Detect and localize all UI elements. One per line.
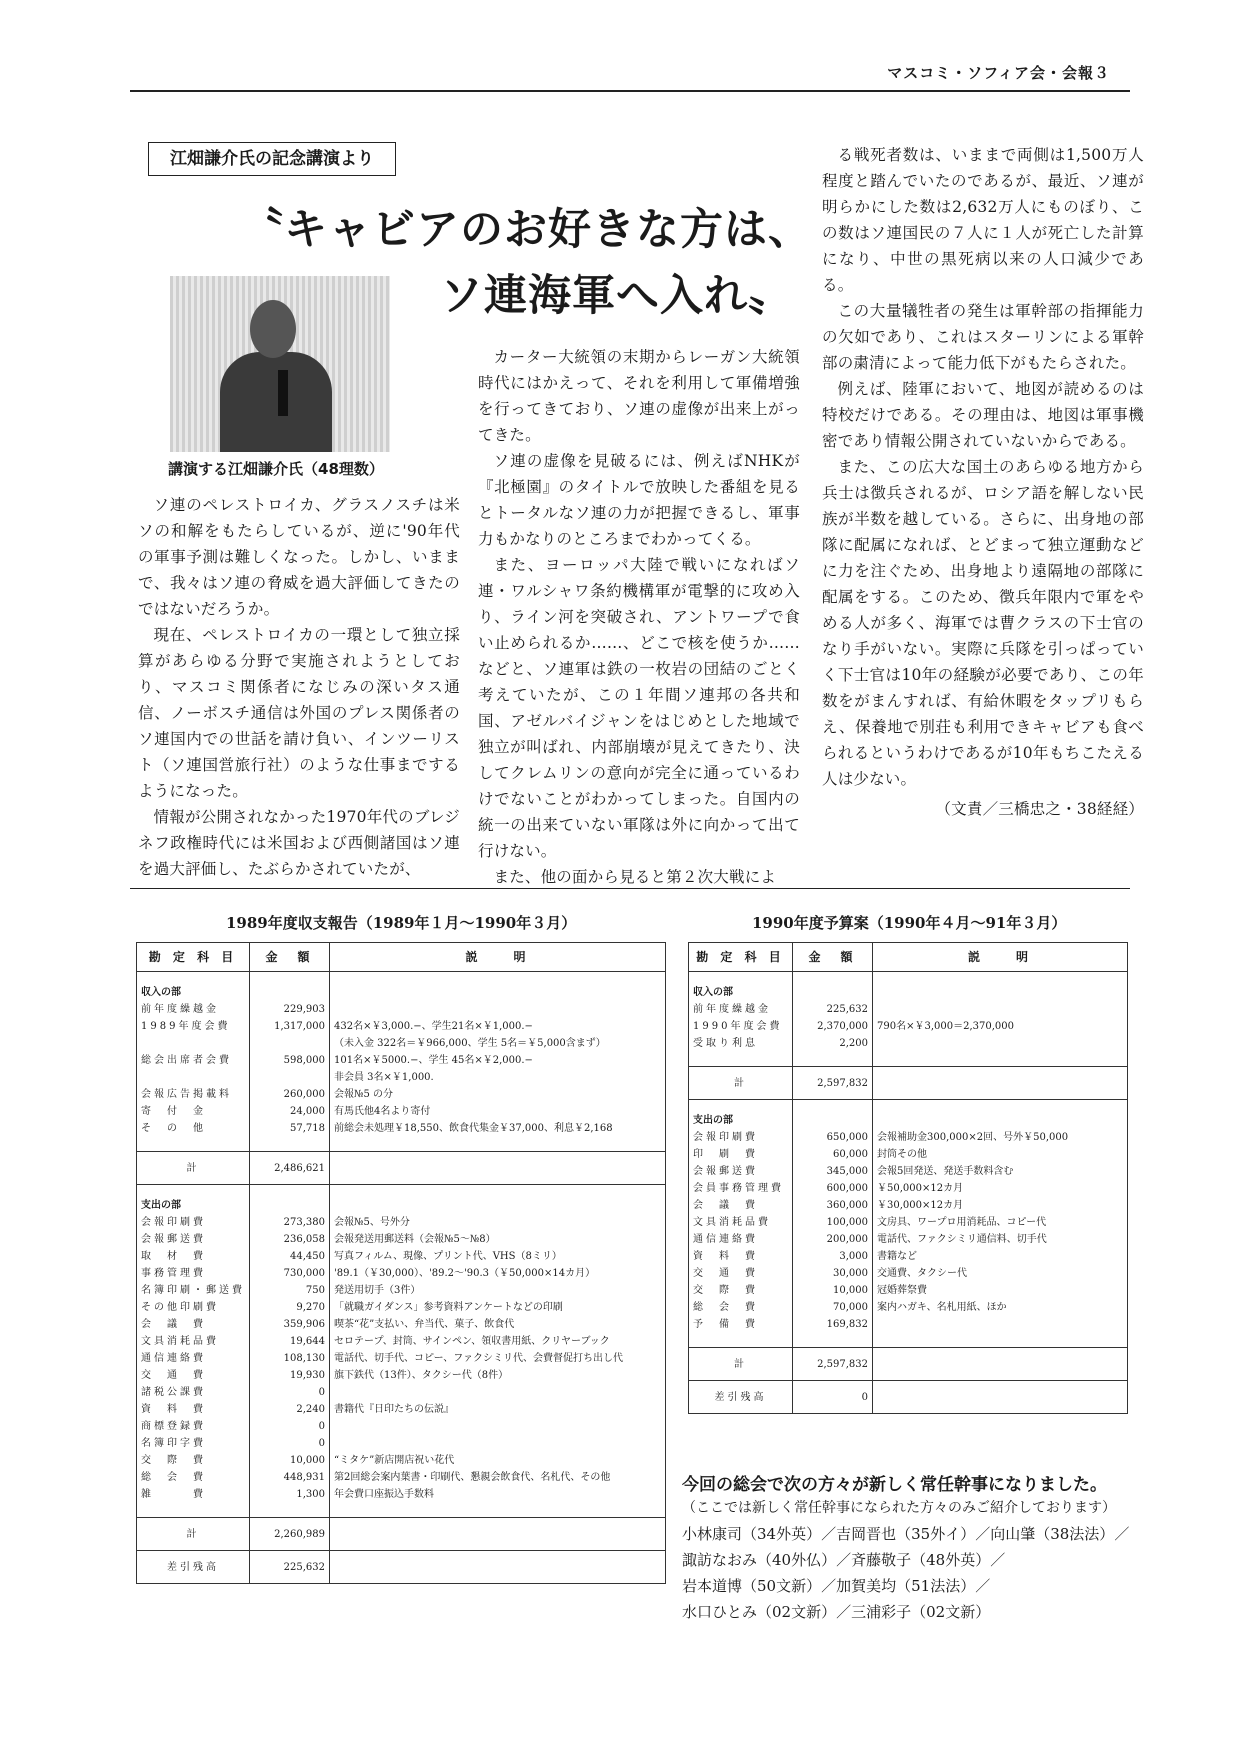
name-separator: ／ (836, 1603, 852, 1621)
account-name: 会報印刷費 (689, 1129, 793, 1146)
section-label-row (689, 1100, 1128, 1130)
table-row (137, 1333, 666, 1350)
amount: 60,000 (793, 1146, 873, 1163)
table-row (689, 1018, 1128, 1035)
name-separator: ／ (975, 1577, 991, 1595)
amount: 169,832 (793, 1316, 873, 1333)
description: 旗下鉄代（13件）、タクシー代（8件） (330, 1367, 666, 1384)
table-cell-empty (330, 1137, 666, 1152)
report-1989-title: 1989年度収支報告（1989年１月〜1990年３月） (226, 914, 577, 932)
table-row (137, 1231, 666, 1248)
account-name: 前年度繰越金 (137, 1001, 250, 1018)
table-cell-empty (137, 1503, 250, 1518)
table-header-description: 説 明 (330, 943, 666, 972)
account-name: 事務管理費 (137, 1265, 250, 1282)
table-row (137, 1401, 666, 1418)
description: 会報発送用郵送料（会報№5〜№8） (330, 1231, 666, 1248)
table-row (137, 1299, 666, 1316)
table-row (689, 1180, 1128, 1197)
table-header-account: 勘 定 科 目 (137, 943, 250, 972)
description (330, 1418, 666, 1435)
table-row (137, 1350, 666, 1367)
section-label: 収入の部 (689, 972, 793, 1002)
amount: 44,450 (250, 1248, 330, 1265)
amount: 10,000 (793, 1282, 873, 1299)
table-row (137, 1120, 666, 1137)
table-row (689, 1316, 1128, 1333)
name-separator: ／ (1114, 1525, 1130, 1543)
expense-total-label: 計 (137, 1518, 250, 1551)
account-name: 会報郵送費 (689, 1163, 793, 1180)
amount: 2,200 (793, 1035, 873, 1052)
table-cell-empty (330, 1185, 666, 1215)
table-row (689, 1197, 1128, 1214)
amount: 70,000 (793, 1299, 873, 1316)
description: ￥50,000×12カ月 (873, 1180, 1128, 1197)
table-row (137, 1469, 666, 1486)
expense-total-amount: 2,260,989 (250, 1518, 330, 1551)
table-row (137, 1069, 666, 1086)
description: 文房具、ワープロ用消耗品、コピー代 (873, 1214, 1128, 1231)
account-name: 1990年度会費 (689, 1018, 793, 1035)
description: 封筒その他 (873, 1146, 1128, 1163)
table-header-amount: 金 額 (793, 943, 873, 972)
table-row (137, 1486, 666, 1503)
amount: 108,130 (250, 1350, 330, 1367)
description (873, 1035, 1128, 1052)
amount (250, 1035, 330, 1052)
page-header (130, 58, 1130, 92)
income-total-amount: 2,486,621 (250, 1152, 330, 1185)
description: 非会員 3名×￥1,000. (330, 1069, 666, 1086)
table-header-row (689, 943, 1128, 972)
amount: 360,000 (793, 1197, 873, 1214)
table-spacer-row (689, 1052, 1128, 1067)
amount (250, 1069, 330, 1086)
notice-title: 今回の総会で次の方々が新しく常任幹事になりました。 (682, 1475, 1107, 1495)
table-row (137, 1103, 666, 1120)
table-header-account: 勘 定 科 目 (689, 943, 793, 972)
description: 会報補助金300,000×2回、号外￥50,000 (873, 1129, 1128, 1146)
table-cell-empty (330, 1518, 666, 1551)
table-row (137, 1018, 666, 1035)
description: 書籍代『日印たちの伝説』 (330, 1401, 666, 1418)
account-name: 商標登録費 (137, 1418, 250, 1435)
amount: 19,644 (250, 1333, 330, 1350)
description: ￥30,000×12カ月 (873, 1197, 1128, 1214)
description: 電話代、ファクシミリ通信料、切手代 (873, 1231, 1128, 1248)
table-row (137, 1001, 666, 1018)
account-name: 会報広告掲載料 (137, 1086, 250, 1103)
table-cell-empty (330, 1152, 666, 1185)
table-row (137, 1248, 666, 1265)
account-name (137, 1035, 250, 1052)
table-cell-empty (873, 1067, 1128, 1100)
secretary-name: 三浦彩子（02文新） (851, 1603, 991, 1621)
table-cell-empty (689, 1052, 793, 1067)
table-cell-empty (330, 1503, 666, 1518)
section-divider (130, 888, 1130, 889)
amount: 730,000 (250, 1265, 330, 1282)
account-name: 1989年度会費 (137, 1018, 250, 1035)
account-name: 文具消耗品費 (689, 1214, 793, 1231)
income-total-label: 計 (137, 1152, 250, 1185)
description: 790名×￥3,000＝2,370,000 (873, 1018, 1128, 1035)
article-column-3 (822, 142, 1144, 822)
account-name: 資 料 費 (137, 1401, 250, 1418)
description: 有馬氏他4名より寄付 (330, 1103, 666, 1120)
account-name: 交 通 費 (689, 1265, 793, 1282)
secretary-name: 小林康司（34外英） (682, 1525, 822, 1543)
table-cell-empty (873, 1100, 1128, 1130)
amount: 200,000 (793, 1231, 873, 1248)
table-row (137, 1452, 666, 1469)
balance-label: 差引残高 (137, 1551, 250, 1584)
account-name: 会報郵送費 (137, 1231, 250, 1248)
section-label: 支出の部 (689, 1100, 793, 1130)
article-kicker: 江畑謙介氏の記念講演より (148, 142, 396, 176)
amount: 1,317,000 (250, 1018, 330, 1035)
account-name: 会報印刷費 (137, 1214, 250, 1231)
section-label: 収入の部 (137, 972, 250, 1002)
table-row (689, 1146, 1128, 1163)
expense-total-row (137, 1518, 666, 1551)
description (330, 1001, 666, 1018)
account-name: 印 刷 費 (689, 1146, 793, 1163)
expense-total-amount: 2,597,832 (793, 1348, 873, 1381)
amount: 0 (250, 1418, 330, 1435)
table-cell-empty (689, 1333, 793, 1348)
name-separator: ／ (836, 1551, 852, 1569)
amount: 650,000 (793, 1129, 873, 1146)
name-separator: ／ (821, 1577, 837, 1595)
amount: 229,903 (250, 1001, 330, 1018)
description: （未入金 322名＝￥966,000、学生 5名＝￥5,000含まず） (330, 1035, 666, 1052)
secretary-name: 吉岡晋也（35外イ） (836, 1525, 976, 1543)
table-header-description: 説 明 (873, 943, 1128, 972)
amount: 448,931 (250, 1469, 330, 1486)
budget-1990-title: 1990年度予算案（1990年４月〜91年３月） (752, 914, 1067, 932)
table-row (137, 1316, 666, 1333)
table-cell-empty (330, 972, 666, 1002)
description: 会報№5 の分 (330, 1086, 666, 1103)
account-name: 会 議 費 (689, 1197, 793, 1214)
table-cell-empty (793, 1100, 873, 1130)
table-cell-empty (250, 1185, 330, 1215)
description: 101名×￥5000.−、学生 45名×￥2,000.− (330, 1052, 666, 1069)
account-name: 取 材 費 (137, 1248, 250, 1265)
secretary-name: 諏訪なおみ（40外仏） (682, 1551, 837, 1569)
section-label-row (137, 1185, 666, 1215)
account-name: そ の 他 (137, 1120, 250, 1137)
amount: 57,718 (250, 1120, 330, 1137)
income-total-amount: 2,597,832 (793, 1067, 873, 1100)
description: 年会費口座振込手数料 (330, 1486, 666, 1503)
table-row (689, 1265, 1128, 1282)
table-row (689, 1129, 1128, 1146)
article-paragraph: 例えば、陸軍において、地図が読めるのは特校だけである。その理由は、地図は軍事機密であり情報公開されていないからである。 (822, 380, 1144, 450)
description (330, 1384, 666, 1401)
account-name: 交 通 費 (137, 1367, 250, 1384)
description: 冠婚葬祭費 (873, 1282, 1128, 1299)
table-row (137, 1418, 666, 1435)
section-label-row (137, 972, 666, 1002)
article-paragraph: 現在、ペレストロイカの一環として独立採算があらゆる分野で実施されようとしており、マスコミ関係者になじみの深いタス通信、ノーボスチ通信は外国のプレス関係者のソ連国内での世話を請け負い、インツーリスト（ソ連国営旅行社）のような仕事までするようになった。 (138, 626, 460, 800)
description: セロテープ、封筒、サインペン、領収書用紙、クリヤーブック (330, 1333, 666, 1350)
description: 喫茶“花”支払い、弁当代、菓子、飲食代 (330, 1316, 666, 1333)
amount: 9,270 (250, 1299, 330, 1316)
account-name: 名簿印刷・郵送費 (137, 1282, 250, 1299)
account-name: 名簿印字費 (137, 1435, 250, 1452)
article-headline-line-1: 〝キャビアのお好きな方は、 (240, 205, 812, 255)
article-paragraph: カーター大統領の末期からレーガン大統領時代にはかえって、それを利用して軍備増強を行ってきており、ソ連の虚像が出来上がってきた。 (478, 348, 800, 444)
table-row (689, 1214, 1128, 1231)
description (873, 1001, 1128, 1018)
table-spacer-row (689, 1333, 1128, 1348)
balance-row (137, 1551, 666, 1584)
article-paragraph: ソ連のペレストロイカ、グラスノスチは米ソの和解をもたらしているが、逆に'90年代の軍事予測は難しくなった。しかし、いままで、我々はソ連の脅威を過大評価してきたのではないだろうか。 (138, 496, 460, 618)
table-row (137, 1265, 666, 1282)
table-row (689, 1035, 1128, 1052)
table-cell-empty (873, 1333, 1128, 1348)
table-cell-empty (793, 1052, 873, 1067)
account-name: 前年度繰越金 (689, 1001, 793, 1018)
income-total-row (137, 1152, 666, 1185)
account-name: 交 際 費 (137, 1452, 250, 1469)
table-row (689, 1282, 1128, 1299)
table-cell-empty (793, 1333, 873, 1348)
account-name: 諸税公課費 (137, 1384, 250, 1401)
table-cell-empty (250, 1137, 330, 1152)
notice-subtitle: （ここでは新しく常任幹事になられた方々のみご紹介しております） (682, 1500, 1116, 1516)
table-cell-empty (250, 972, 330, 1002)
article-column-2 (478, 344, 800, 890)
amount: 2,370,000 (793, 1018, 873, 1035)
account-name: 通信連絡費 (137, 1350, 250, 1367)
amount: 236,058 (250, 1231, 330, 1248)
balance-row (689, 1381, 1128, 1414)
description (873, 1316, 1128, 1333)
secretary-name: 向山肇（38法法） (990, 1525, 1115, 1543)
table-row (137, 1367, 666, 1384)
table-row (137, 1384, 666, 1401)
description (330, 1435, 666, 1452)
amount: 1,300 (250, 1486, 330, 1503)
amount: 750 (250, 1282, 330, 1299)
new-secretaries-notice (682, 1470, 1142, 1625)
table-row (689, 1163, 1128, 1180)
balance-amount: 0 (793, 1381, 873, 1414)
amount: 273,380 (250, 1214, 330, 1231)
table-row (137, 1086, 666, 1103)
secretary-name: 岩本道博（50文新） (682, 1577, 822, 1595)
amount: 0 (250, 1384, 330, 1401)
expense-total-row (689, 1348, 1128, 1381)
name-separator: ／ (990, 1551, 1006, 1569)
table-cell-empty (330, 1551, 666, 1584)
account-name: 寄 付 金 (137, 1103, 250, 1120)
account-name: 資 料 費 (689, 1248, 793, 1265)
description: 第2回総会案内葉書・印刷代、懇親会飲食代、名札代、その他 (330, 1469, 666, 1486)
description: 交通費、タクシー代 (873, 1265, 1128, 1282)
amount: 30,000 (793, 1265, 873, 1282)
balance-amount: 225,632 (250, 1551, 330, 1584)
article-credit: （文責／三橋忠之・38経経） (935, 800, 1144, 818)
table-row (137, 1282, 666, 1299)
secretary-name: 水口ひとみ（02文新） (682, 1603, 837, 1621)
account-name: 総会出席者会費 (137, 1052, 250, 1069)
article-paragraph: また、他の面から見ると第２次大戦によ (493, 868, 777, 886)
table-row (689, 1231, 1128, 1248)
report-1989-table (136, 942, 666, 1584)
amount: 3,000 (793, 1248, 873, 1265)
notice-names (682, 1521, 1142, 1625)
account-name: 交 際 費 (689, 1282, 793, 1299)
name-separator: ／ (821, 1525, 837, 1543)
account-name: 総 会 費 (137, 1469, 250, 1486)
account-name: 受取り利息 (689, 1035, 793, 1052)
description: 案内ハガキ、名札用紙、ほか (873, 1299, 1128, 1316)
account-name: 会員事務管理費 (689, 1180, 793, 1197)
article-paragraph: また、この広大な国土のあらゆる地方から兵士は徴兵されるが、ロシア語を解しない民族が半数を越している。さらに、出身地の部隊に配属になれば、とどまって独立運動などに力を注ぐため、出身地より遠隔地の部隊に配属をする。このため、徴兵年限内で軍をやめる人が多く、海軍では曹クラスの下士官のなり手がいない。実際に兵隊を引っぱっていく下士官は10年の経験が必要であり、この年数をがまんすれば、有給休暇をタップリもらえ、保養地で別荘も利用できキャビアも食べられるというわけであるが10年もちこたえる人は少ない。 (822, 458, 1144, 788)
table-row (689, 1299, 1128, 1316)
account-name: その他印刷費 (137, 1299, 250, 1316)
amount: 225,632 (793, 1001, 873, 1018)
description: 前総会未処理￥18,550、飲食代集金￥37,000、利息￥2,168 (330, 1120, 666, 1137)
table-spacer-row (137, 1137, 666, 1152)
description: 書籍など (873, 1248, 1128, 1265)
table-row (137, 1035, 666, 1052)
secretary-name: 斉藤敬子（48外英） (851, 1551, 991, 1569)
expense-total-label: 計 (689, 1348, 793, 1381)
secretary-name: 加賀美均（51法法） (836, 1577, 976, 1595)
account-name: 会 議 費 (137, 1316, 250, 1333)
photo-caption: 講演する江畑謙介氏（48理数） (168, 460, 384, 478)
description: 発送用切手（3件） (330, 1282, 666, 1299)
budget-1990-table (688, 942, 1128, 1414)
table-cell-empty (873, 1348, 1128, 1381)
table-cell-empty (250, 1503, 330, 1518)
table-cell-empty (137, 1137, 250, 1152)
article-headline-line-2: ソ連海軍へ入れ〟 (440, 271, 792, 321)
name-separator: ／ (975, 1525, 991, 1543)
account-name: 雑 費 (137, 1486, 250, 1503)
article-paragraph: 情報が公開されなかった1970年代のブレジネフ政権時代には米国および西側諸国はソ連を過大評価し、たぶらかされていたが、 (138, 808, 460, 878)
description: “ミタケ”新店開店祝い花代 (330, 1452, 666, 1469)
table-cell-empty (873, 1381, 1128, 1414)
table-row (689, 1248, 1128, 1265)
description: 会報5回発送、発送手数料含む (873, 1163, 1128, 1180)
table-cell-empty (793, 972, 873, 1002)
description: 電話代、切手代、コピー、ファクシミリ代、会費督促打ち出し代 (330, 1350, 666, 1367)
article-paragraph: る戦死者数は、いままで両側は1,500万人程度と踏んでいたのであるが、最近、ソ連が明らかにした数は2,632万人にものぼり、この数はソ連国民の７人に１人が死亡した計算になり、中世の黒死病以来の人口減少である。 (822, 146, 1144, 294)
table-header-row (137, 943, 666, 972)
account-name: 総 会 費 (689, 1299, 793, 1316)
amount: 260,000 (250, 1086, 330, 1103)
speaker-photo-head (250, 300, 296, 358)
section-label: 支出の部 (137, 1185, 250, 1215)
table-row (137, 1435, 666, 1452)
amount: 598,000 (250, 1052, 330, 1069)
amount: 359,906 (250, 1316, 330, 1333)
description: '89.1（￥30,000）、'89.2〜'90.3（￥50,000×14カ月） (330, 1265, 666, 1282)
description: 会報№5、号外分 (330, 1214, 666, 1231)
table-row (137, 1214, 666, 1231)
amount: 10,000 (250, 1452, 330, 1469)
speaker-photo-body (220, 352, 332, 452)
amount: 345,000 (793, 1163, 873, 1180)
description: 432名×￥3,000.−、学生21名×￥1,000.− (330, 1018, 666, 1035)
section-label-row (689, 972, 1128, 1002)
account-name (137, 1069, 250, 1086)
table-row (137, 1052, 666, 1069)
article-paragraph: ソ連の虚像を見破るには、例えばNHKが『北極園』のタイトルで放映した番組を見るとトータルなソ連の力が把握できるし、軍事力もかなりのところまでわかってくる。 (478, 452, 800, 548)
speaker-photo (170, 276, 390, 452)
speaker-photo-microphone (278, 370, 288, 416)
article-paragraph: また、ヨーロッパ大陸で戦いになればソ連・ワルシャワ条約機構軍が電撃的に攻め入り、ライン河を突破され、アントワープで食い止められるか……、どこで核を使うか……などと、ソ連軍は鉄の一枚岩の団結のごとく考えていたが、この１年間ソ連邦の各共和国、アゼルバイジャンをはじめとした地域で独立が叫ばれ、内部崩壊が見えてきたり、決してクレムリンの意向が完全に通っているわけでないことがわかってしまった。自国内の統一の出来ていない軍隊は外に向かって出て行けない。 (478, 556, 800, 860)
table-row (689, 1001, 1128, 1018)
amount: 24,000 (250, 1103, 330, 1120)
balance-label: 差引残高 (689, 1381, 793, 1414)
amount: 19,930 (250, 1367, 330, 1384)
income-total-label: 計 (689, 1067, 793, 1100)
amount: 2,240 (250, 1401, 330, 1418)
article-paragraph: この大量犠牲者の発生は軍幹部の指揮能力の欠如であり、これはスターリンによる軍幹部の粛清によって能力低下がもたらされた。 (822, 302, 1144, 372)
article-column-1 (138, 492, 460, 882)
table-cell-empty (873, 1052, 1128, 1067)
table-cell-empty (873, 972, 1128, 1002)
table-header-amount: 金 額 (250, 943, 330, 972)
income-total-row (689, 1067, 1128, 1100)
amount: 600,000 (793, 1180, 873, 1197)
account-name: 文具消耗品費 (137, 1333, 250, 1350)
description: 写真フィルム、現像、プリント代、VHS（8ミリ） (330, 1248, 666, 1265)
amount: 0 (250, 1435, 330, 1452)
account-name: 通信連絡費 (689, 1231, 793, 1248)
table-spacer-row (137, 1503, 666, 1518)
page-header-title: マスコミ・ソフィア会・会報３ (887, 64, 1110, 82)
description: 「就職ガイダンス」参考資料アンケートなどの印刷 (330, 1299, 666, 1316)
account-name: 予 備 費 (689, 1316, 793, 1333)
amount: 100,000 (793, 1214, 873, 1231)
